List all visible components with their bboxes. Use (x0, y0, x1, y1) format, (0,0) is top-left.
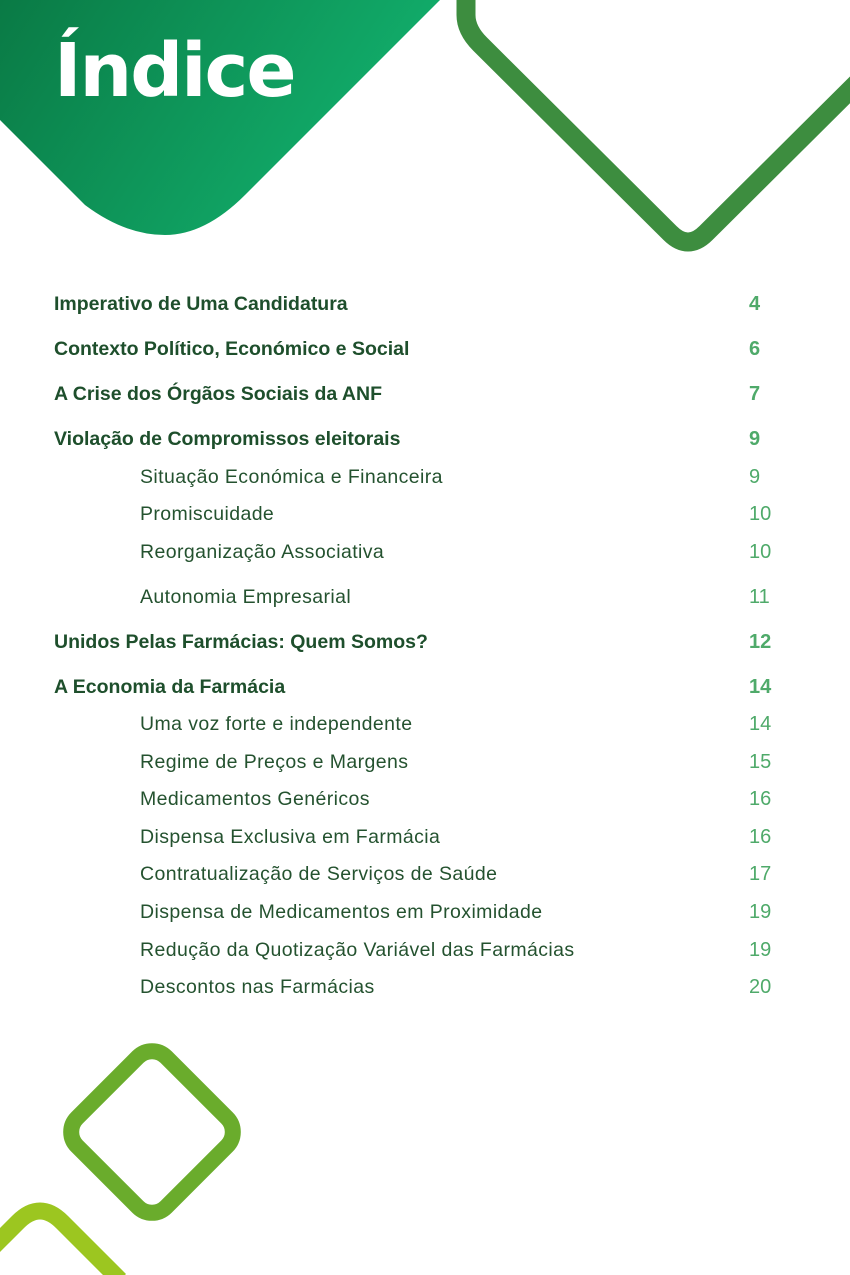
toc-subentry-title: Descontos nas Farmácias (140, 976, 375, 998)
toc-subentry[interactable] (0, 972, 850, 1002)
toc-subentry-page: 17 (749, 863, 772, 885)
toc-entry[interactable] (0, 424, 850, 454)
toc-entry-title: Unidos Pelas Farmácias: Quem Somos? (54, 631, 428, 653)
toc-subentry-title: Dispensa de Medicamentos em Proximidade (140, 901, 543, 923)
bottom-corner-diamond-outline (0, 1211, 120, 1275)
toc-subentry-page: 14 (749, 713, 772, 735)
toc-entry[interactable] (0, 289, 850, 319)
toc-subentry-title: Promiscuidade (140, 503, 275, 525)
toc-entry-page: 6 (749, 338, 761, 360)
toc-subentry-page: 16 (749, 826, 772, 848)
toc-subentry[interactable] (0, 462, 850, 492)
toc-subentry-title: Medicamentos Genéricos (140, 788, 370, 810)
toc-subentry-page: 16 (749, 788, 772, 810)
toc-entry-title: Violação de Compromissos eleitorais (54, 428, 401, 450)
toc-entry-page: 14 (749, 676, 772, 698)
toc-subentry-page: 20 (749, 976, 772, 998)
toc-subentry[interactable] (0, 822, 850, 852)
page-title: Índice (54, 28, 295, 114)
toc-subentry-page: 10 (749, 503, 772, 525)
toc-subentry[interactable] (0, 582, 850, 612)
toc-subentry-title: Dispensa Exclusiva em Farmácia (140, 826, 441, 848)
toc-subentry[interactable] (0, 537, 850, 567)
toc-subentry-title: Reorganização Associativa (140, 541, 385, 563)
toc-subentry-title: Uma voz forte e independente (140, 713, 413, 735)
toc-entry-title: Imperativo de Uma Candidatura (54, 293, 348, 315)
toc-subentry[interactable] (0, 747, 850, 777)
bottom-left-diamond-outline (63, 1043, 241, 1221)
toc-subentry-title: Situação Económica e Financeira (140, 466, 443, 488)
toc-subentry[interactable] (0, 499, 850, 529)
toc-entry[interactable] (0, 672, 850, 702)
toc-subentry-title: Redução da Quotização Variável das Farmácias (140, 939, 575, 961)
toc-subentry-title: Autonomia Empresarial (140, 586, 352, 608)
toc-entry-title: A Crise dos Órgãos Sociais da ANF (54, 383, 382, 405)
toc-entry[interactable] (0, 627, 850, 657)
toc-subentry-page: 15 (749, 751, 772, 773)
toc-entry-page: 7 (749, 383, 761, 405)
toc-subentry-page: 11 (749, 586, 770, 608)
toc-subentry[interactable] (0, 784, 850, 814)
toc-subentry-page: 19 (749, 901, 772, 923)
toc-subentry-page: 10 (749, 541, 772, 563)
toc-subentry-title: Contratualização de Serviços de Saúde (140, 863, 498, 885)
toc-subentry[interactable] (0, 709, 850, 739)
toc-entry[interactable] (0, 379, 850, 409)
toc-entry[interactable] (0, 334, 850, 364)
toc-subentry-title: Regime de Preços e Margens (140, 751, 409, 773)
toc-subentry[interactable] (0, 859, 850, 889)
toc-entry-title: Contexto Político, Económico e Social (54, 338, 410, 360)
toc-entry-page: 9 (749, 428, 761, 450)
toc-entry-title: A Economia da Farmácia (54, 676, 286, 698)
toc-entry-page: 4 (749, 293, 761, 315)
top-right-diamond-outline (466, 0, 850, 242)
toc-subentry-page: 9 (749, 466, 761, 488)
toc-entry-page: 12 (749, 631, 772, 653)
toc-subentry[interactable] (0, 935, 850, 965)
toc-subentry[interactable] (0, 897, 850, 927)
toc-subentry-page: 19 (749, 939, 772, 961)
